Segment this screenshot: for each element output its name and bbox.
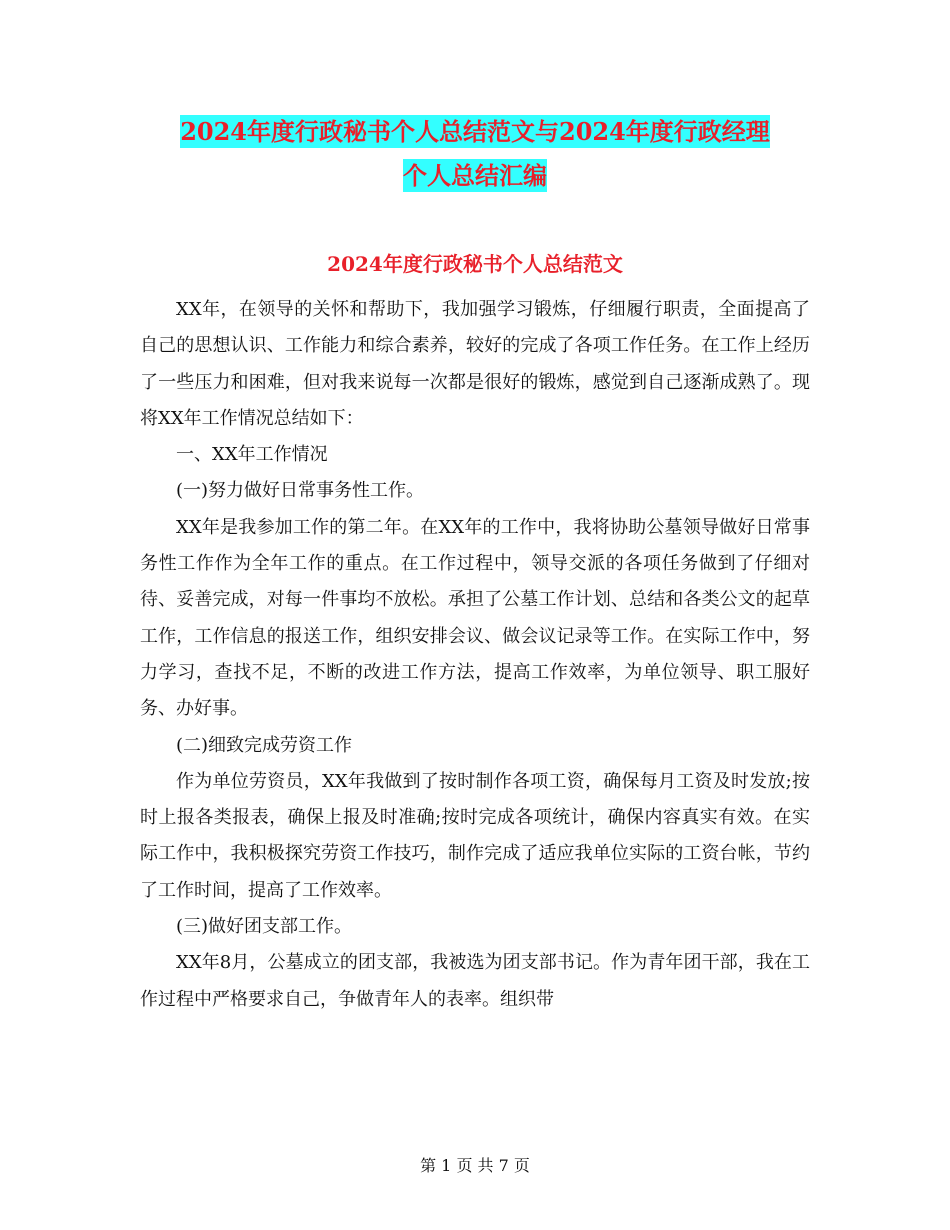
- document-title-line-1: 2024年度行政秘书个人总结范文与2024年度行政经理: [180, 117, 770, 146]
- page-footer: 第 1 页 共 7 页: [420, 1156, 530, 1175]
- section-heading-1: 一、XX年工作情况: [176, 444, 328, 466]
- subsection-heading-2: (二)细致完成劳资工作: [176, 734, 353, 756]
- section-heading: 2024年度行政秘书个人总结范文: [327, 252, 623, 276]
- subsection-heading-3: (三)做好团支部工作。: [176, 916, 353, 938]
- subsection-heading-1: (一)努力做好日常事务性工作。: [176, 480, 425, 502]
- body-paragraph: XX年是我参加工作的第二年。在XX年的工作中，我将协助公墓领导做好日常事务性工作作为全年工作的重点。在工作过程中，领导交派的各项任务做到了仔细对待、妥善完成，对每一件事均不放松。承担了公墓工作计划、总结和各类公文的起草工作，工作信息的报送工作，组织安排会议、做会议记录等工作。在实际工作中，努力学习，查找不足，不断的改进工作方法，提高工作效率，为单位领导、职工服好务、办好事。: [140, 516, 810, 720]
- body-paragraph: 作为单位劳资员，XX年我做到了按时制作各项工资，确保每月工资及时发放;按时上报各类报表，确保上报及时准确;按时完成各项统计，确保内容真实有效。在实际工作中，我积极探究劳资工作技巧，制作完成了适应我单位实际的工资台帐，节约了工作时间，提高了工作效率。: [140, 770, 810, 901]
- body-paragraph: XX年，在领导的关怀和帮助下，我加强学习锻炼，仔细履行职责，全面提高了自己的思想认识、工作能力和综合素养，较好的完成了各项工作任务。在工作上经历了一些压力和困难，但对我来说每一次都是很好的锻炼，感觉到自己逐渐成熟了。现将XX年工作情况总结如下：: [140, 299, 810, 429]
- body-paragraph: XX年8月，公墓成立的团支部，我被选为团支部书记。作为青年团干部，我在工作过程中严格要求自己，争做青年人的表率。组织带: [140, 952, 810, 1010]
- document-title: [140, 110, 810, 198]
- document-body: [140, 292, 810, 1018]
- document-title-line-2: 个人总结汇编: [403, 161, 547, 190]
